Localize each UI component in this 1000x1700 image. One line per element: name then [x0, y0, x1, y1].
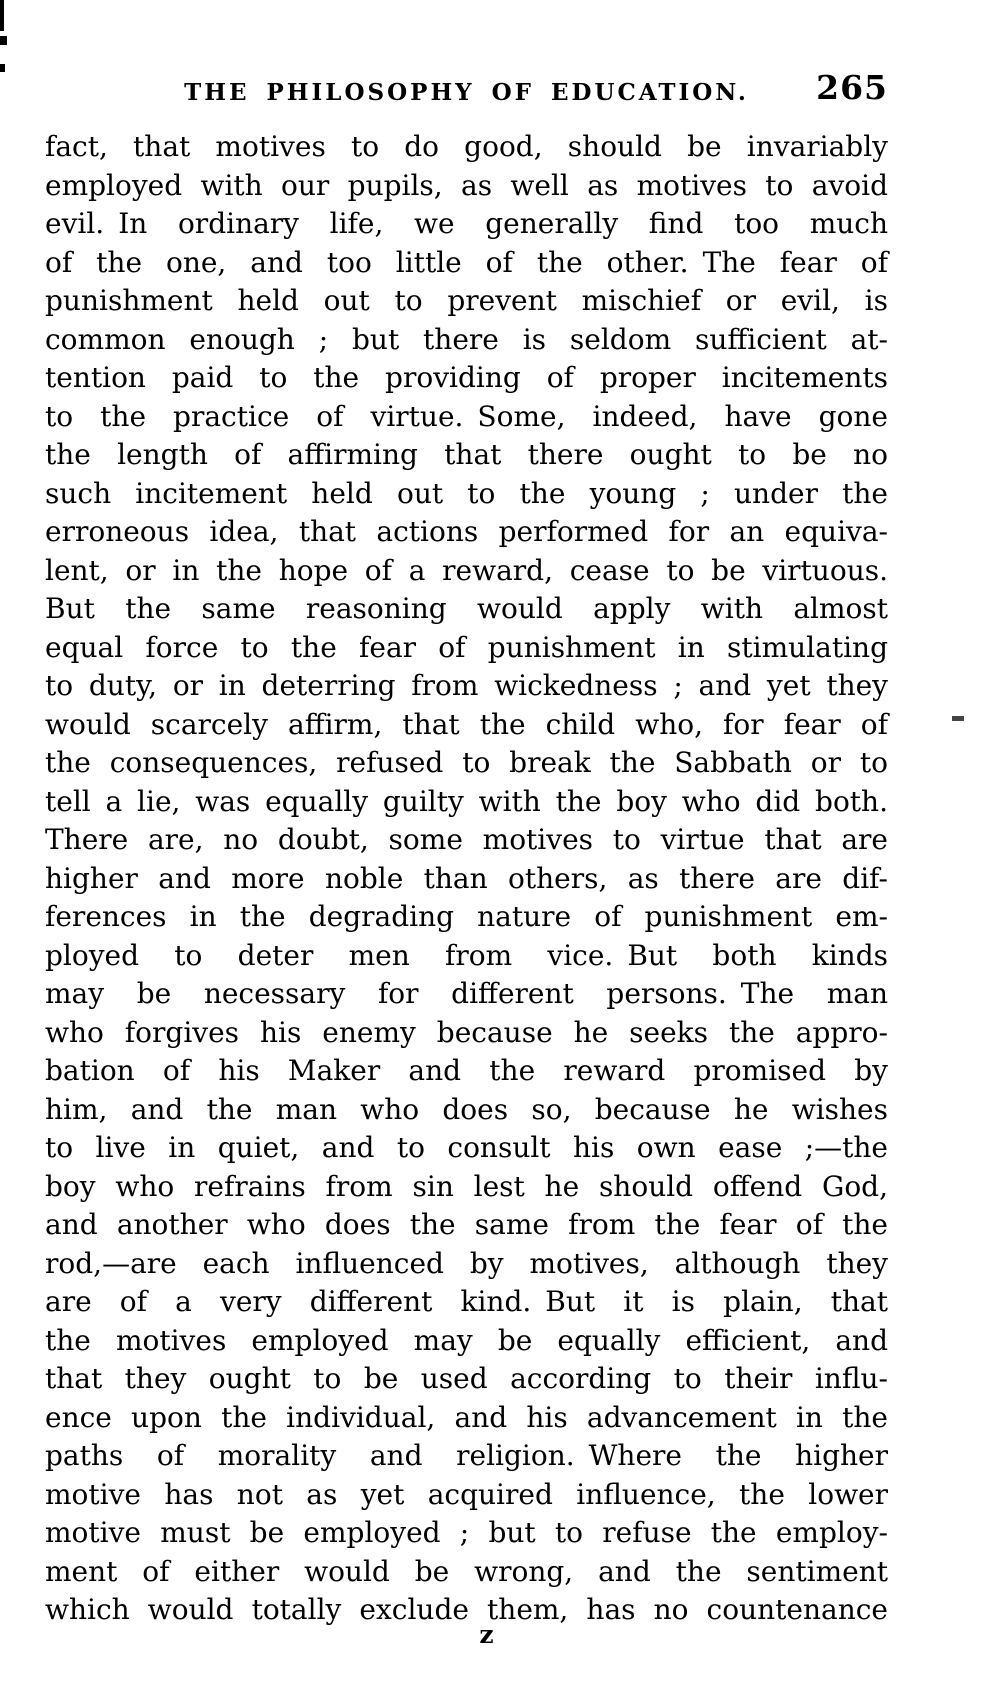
text-line: ferences in the degrading nature of punishment em- [45, 900, 888, 933]
text-line: higher and more noble than others, as there are dif- [45, 861, 888, 895]
text-line: equal force to the fear of punishment in stimulating [45, 630, 888, 664]
text-line: the length of affirming that there ought to be no [45, 438, 888, 471]
text-line: evil. In ordinary life, we generally find too much [45, 207, 888, 240]
text-line: of the one, and too little of the other. The fear of [45, 245, 888, 279]
text-line: tention paid to the providing of proper incitements [45, 361, 888, 394]
text-line: him, and the man who does so, because he wishes [45, 1092, 888, 1126]
scan-artifact-left-dot [0, 64, 5, 72]
text-line: ment of either would be wrong, and the sentiment [45, 1554, 888, 1588]
scan-artifact-left-bar [0, 0, 4, 31]
text-line: ence upon the individual, and his advancement in the [45, 1400, 888, 1434]
text-line: But the same reasoning would apply with almost [45, 592, 888, 625]
text-line: ployed to deter men from vice. But both kinds [45, 938, 888, 972]
text-line: employed with our pupils, as well as motives to avoid [45, 168, 888, 202]
text-line: to live in quiet, and to consult his own ease ;—the [45, 1131, 888, 1164]
text-line: that they ought to be used according to their influ- [45, 1362, 888, 1395]
text-line: common enough ; but there is seldom sufficient at- [45, 322, 888, 356]
text-line: erroneous idea, that actions performed for an equiva- [45, 515, 888, 548]
running-head [45, 68, 888, 116]
text-line: are of a very different kind. But it is plain, that [45, 1285, 888, 1318]
text-line: fact, that motives to do good, should be invariably [45, 130, 888, 163]
text-line: to the practice of virtue. Some, indeed, have gone [45, 399, 888, 433]
scan-artifact-left-nub [0, 36, 7, 45]
text-line: the consequences, refused to break the Sabbath or to [45, 746, 888, 779]
text-line: the motives employed may be equally efficient, and [45, 1323, 888, 1357]
scan-artifact-right-dash [952, 716, 964, 721]
text-line: paths of morality and religion. Where the higher [45, 1439, 888, 1472]
text-line: who forgives his enemy because he seeks the appro- [45, 1015, 888, 1049]
text-line: boy who refrains from sin lest he should offend God, [45, 1169, 888, 1203]
text-line: motive has not as yet acquired influence, the lower [45, 1477, 888, 1511]
text-line: bation of his Maker and the reward promised by [45, 1054, 888, 1087]
text-line: would scarcely affirm, that the child who, for fear of [45, 707, 888, 741]
body-text [45, 128, 888, 1630]
text-line: punishment held out to prevent mischief or evil, is [45, 284, 888, 317]
text-line: such incitement held out to the young ; under the [45, 476, 888, 510]
text-line: motive must be employed ; but to refuse the employ- [45, 1516, 888, 1549]
signature-mark: z [479, 1620, 494, 1649]
page-number: 265 [816, 68, 888, 107]
text-line: may be necessary for different persons. The man [45, 977, 888, 1010]
text-line: which would totally exclude them, has no countenance [45, 1593, 888, 1626]
text-line: lent, or in the hope of a reward, cease to be virtuous. [45, 553, 888, 587]
text-line: tell a lie, was equally guilty with the boy who did both. [45, 784, 888, 818]
text-line: There are, no doubt, some motives to virtue that are [45, 823, 888, 856]
text-line: rod,—are each influenced by motives, although they [45, 1246, 888, 1280]
text-line: to duty, or in deterring from wickedness ; and yet they [45, 669, 888, 702]
page-title: THE PHILOSOPHY OF EDUCATION. [184, 79, 749, 106]
text-line: and another who does the same from the fear of the [45, 1208, 888, 1241]
